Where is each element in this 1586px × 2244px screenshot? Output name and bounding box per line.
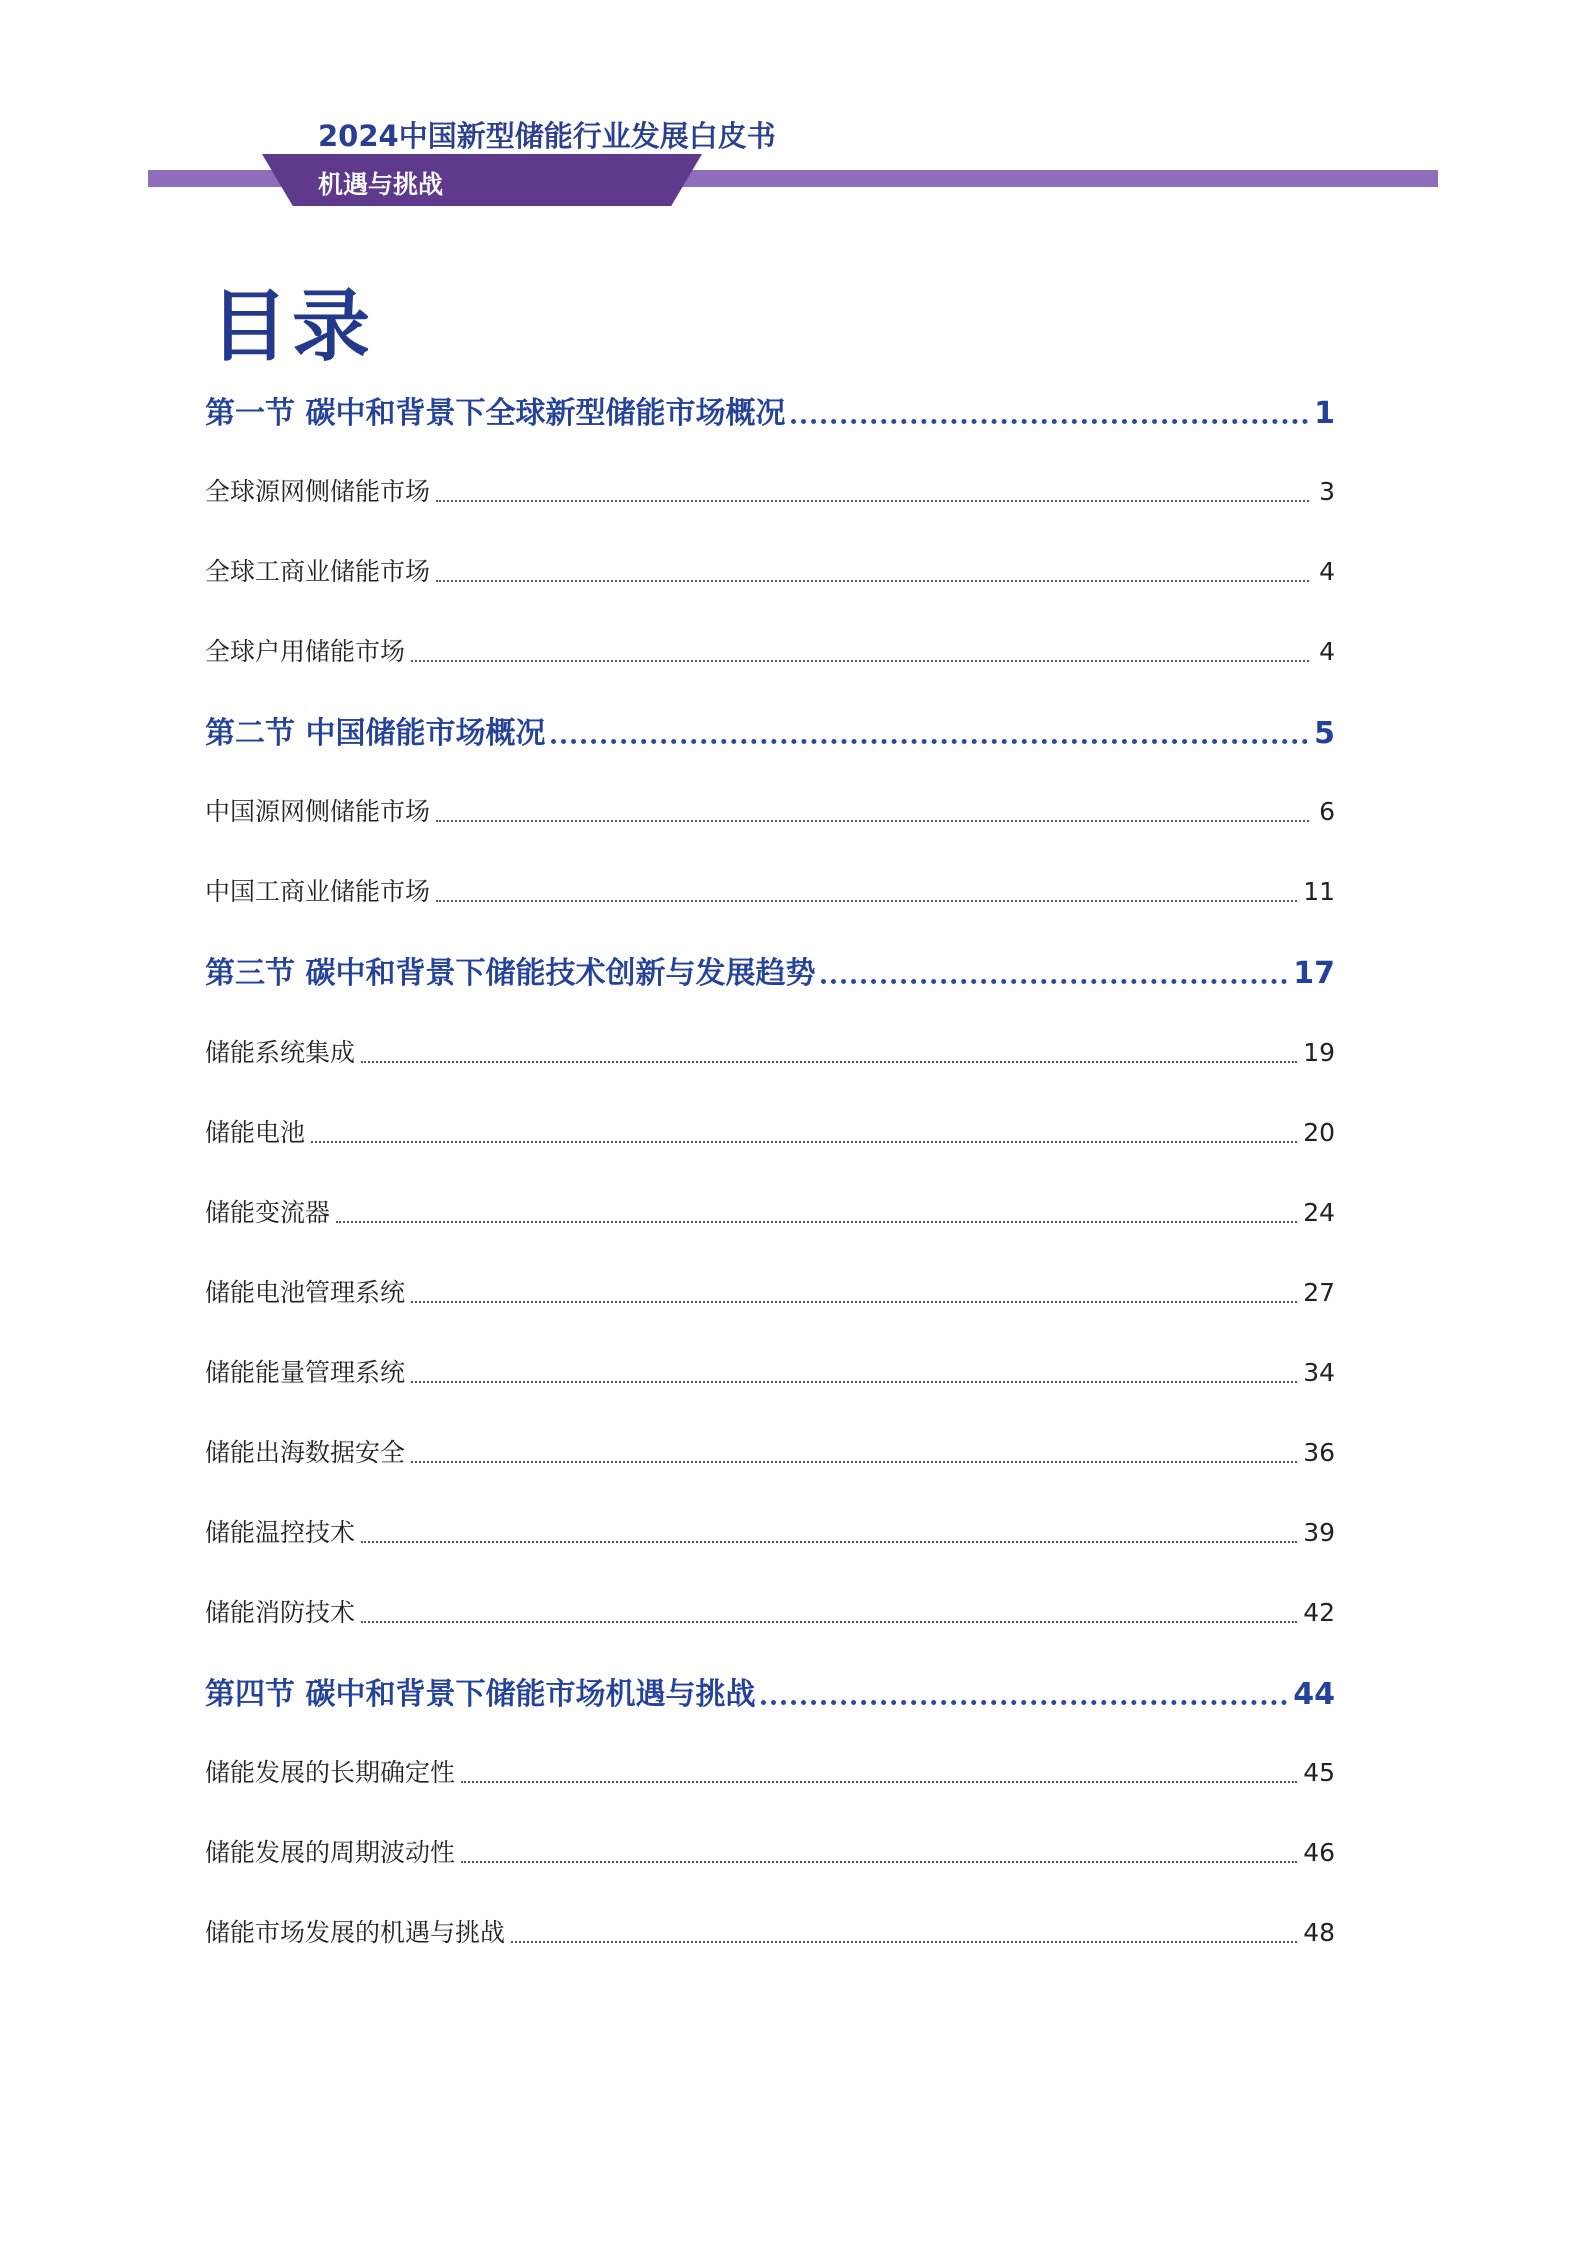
toc-subsection-entry[interactable] [205,1193,1335,1229]
toc-leader-dots [411,659,1309,662]
toc-subsection-entry[interactable] [205,1833,1335,1869]
toc-entry-label: 储能变流器 [205,1198,331,1227]
toc-page-number: 5 [1314,716,1335,751]
toc-subsection-entry[interactable] [205,872,1335,908]
toc-entry-label: 第二节 中国储能市场概况 [205,716,546,751]
toc-entry-label: 储能发展的长期确定性 [205,1758,456,1787]
toc-entry-label: 第三节 碳中和背景下储能技术创新与发展趋势 [205,956,816,991]
toc-entry-label: 储能能量管理系统 [205,1358,406,1387]
toc-leader-dots [411,1380,1297,1383]
toc-entry-label: 中国源网侧储能市场 [205,797,431,826]
toc-entry-label: 第一节 碳中和背景下全球新型储能市场概况 [205,396,786,431]
toc-page-number: 4 [1319,557,1335,586]
toc-entry-label: 储能发展的周期波动性 [205,1838,456,1867]
toc-subsection-entry[interactable] [205,792,1335,828]
toc-leader-dots [411,1460,1297,1463]
toc-entry-label: 储能消防技术 [205,1598,356,1627]
toc-page-number: 39 [1303,1518,1335,1547]
toc-subsection-entry[interactable] [205,1753,1335,1789]
toc-entry-label: 全球工商业储能市场 [205,557,431,586]
toc-entry-label: 储能电池 [205,1118,306,1147]
toc-page-number: 44 [1293,1677,1335,1712]
toc-entry-label: 储能出海数据安全 [205,1438,406,1467]
toc-leader-dots [436,819,1309,822]
page-title: 目录 [210,282,375,372]
toc-page-number: 24 [1303,1198,1335,1227]
toc-page-number: 27 [1303,1278,1335,1307]
toc-page-number: 20 [1303,1118,1335,1147]
toc-leader-dots [461,1860,1297,1863]
toc-section-entry[interactable] [205,1669,1335,1713]
toc-subsection-entry[interactable] [205,472,1335,508]
toc-entry-label: 全球源网侧储能市场 [205,477,431,506]
toc-entry-label: 储能系统集成 [205,1038,356,1067]
toc-page-number: 46 [1303,1838,1335,1867]
document-title: 2024中国新型储能行业发展白皮书 [318,119,776,153]
toc-subsection-entry[interactable] [205,1513,1335,1549]
toc-leader-dots [361,1620,1297,1623]
toc-leader-dots [436,499,1309,502]
toc-leader-dots [361,1060,1297,1063]
toc-page-number: 36 [1303,1438,1335,1467]
toc-leader-dots [311,1140,1297,1143]
toc-subsection-entry[interactable] [205,1593,1335,1629]
toc-entry-label: 全球户用储能市场 [205,637,406,666]
toc-leader-dots [436,579,1309,582]
toc-subsection-entry[interactable] [205,632,1335,668]
toc-page-number: 1 [1314,396,1335,431]
toc-page-number: 3 [1319,477,1335,506]
toc-section-entry[interactable] [205,708,1335,752]
toc-subsection-entry[interactable] [205,552,1335,588]
toc-page-number: 6 [1319,797,1335,826]
toc-entry-label: 第四节 碳中和背景下储能市场机遇与挑战 [205,1677,756,1712]
toc-entry-label: 储能市场发展的机遇与挑战 [205,1918,506,1947]
toc-entry-label: 储能电池管理系统 [205,1278,406,1307]
toc-leader-dots [551,738,1308,744]
toc-leader-dots [411,1300,1297,1303]
toc-page-number: 17 [1293,956,1335,991]
toc-entry-label: 储能温控技术 [205,1518,356,1547]
toc-page-number: 45 [1303,1758,1335,1787]
toc-subsection-entry[interactable] [205,1433,1335,1469]
toc-page-number: 48 [1303,1918,1335,1947]
toc-leader-dots [511,1940,1297,1943]
toc-subsection-entry[interactable] [205,1353,1335,1389]
toc-page-number: 11 [1303,877,1335,906]
header-banner [0,0,1586,230]
toc-leader-dots [336,1220,1297,1223]
document-subtitle: 机遇与挑战 [318,170,444,199]
toc-subsection-entry[interactable] [205,1113,1335,1149]
toc-entry-label: 中国工商业储能市场 [205,877,431,906]
toc-page-number: 19 [1303,1038,1335,1067]
toc-subsection-entry[interactable] [205,1913,1335,1949]
toc-page-number: 34 [1303,1358,1335,1387]
toc-section-entry[interactable] [205,948,1335,992]
toc-page-number: 4 [1319,637,1335,666]
toc-leader-dots [361,1540,1297,1543]
toc-section-entry[interactable] [205,388,1335,432]
toc-leader-dots [761,1699,1287,1705]
toc-leader-dots [821,978,1287,984]
toc-page-number: 42 [1303,1598,1335,1627]
toc-leader-dots [461,1780,1297,1783]
toc-leader-dots [436,899,1297,902]
toc-leader-dots [791,418,1308,424]
toc-subsection-entry[interactable] [205,1033,1335,1069]
toc-subsection-entry[interactable] [205,1273,1335,1309]
